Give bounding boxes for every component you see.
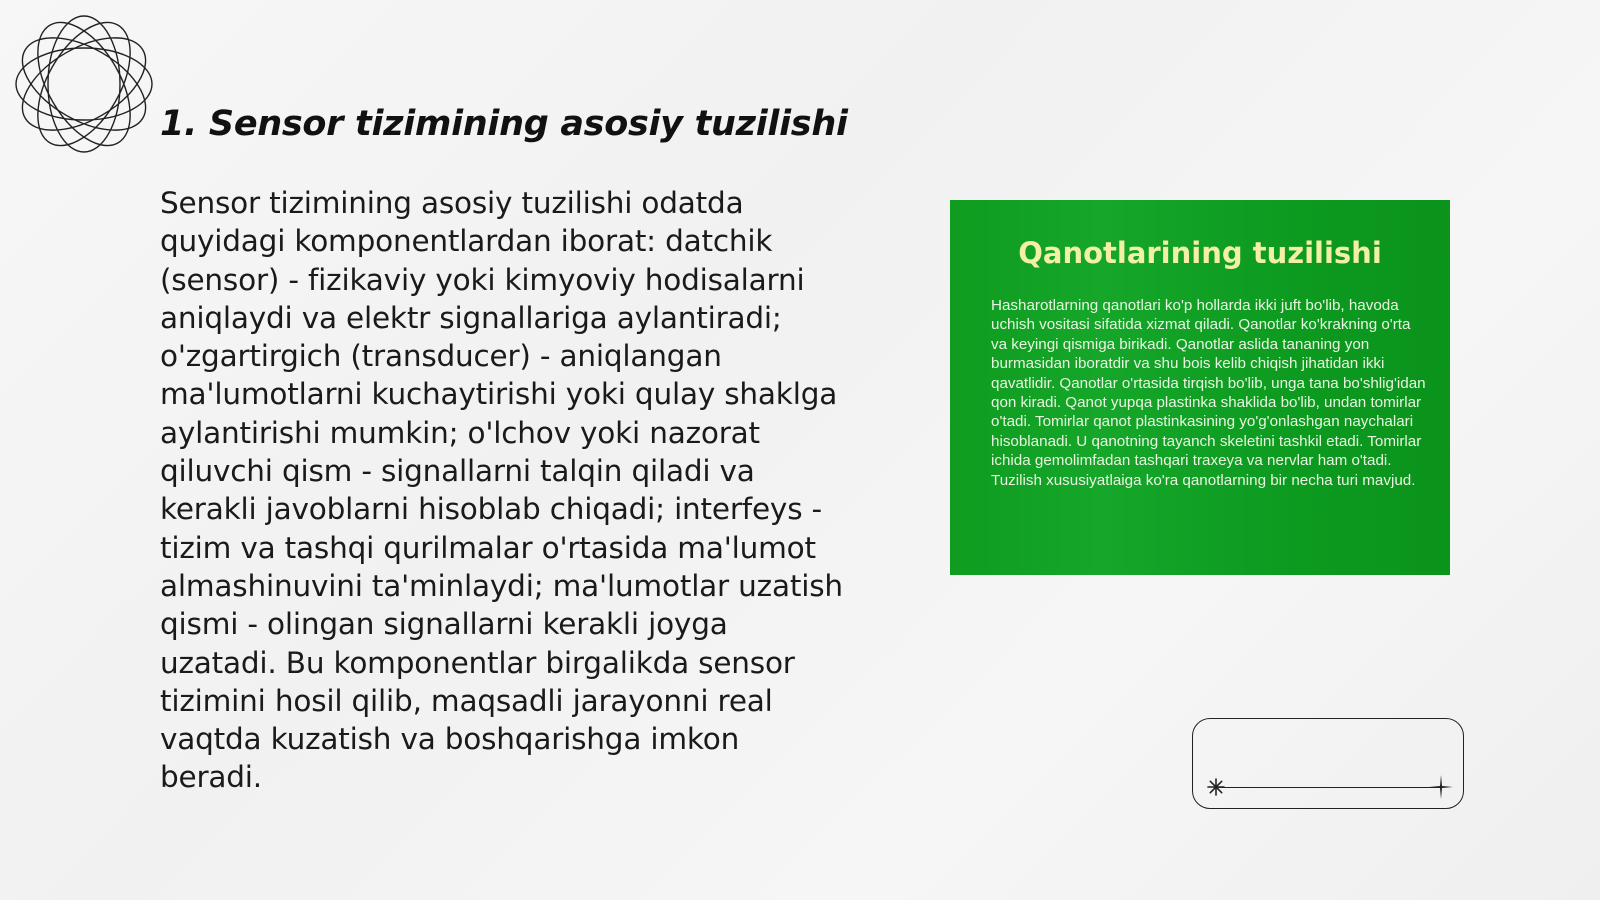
decorative-line bbox=[1218, 787, 1440, 788]
sparkle-icon bbox=[1206, 777, 1226, 797]
image-card bbox=[950, 200, 1450, 575]
image-card-title: Qanotlarining tuzilishi bbox=[1018, 236, 1382, 270]
decorative-frame bbox=[1192, 718, 1464, 809]
slide-body-text: Sensor tizimining asosiy tuzilishi odatda quyidagi komponentlardan iborat: datchik (sensor) - fizikaviy yoki kimyoviy hodisalarni aniqlaydi va elektr signallariga aylantiradi; o'zgartirgich (transducer) - aniqlangan ma'lumotlarni kuchaytirishi yoki qulay shaklga aylantirishi mumkin; o'lchov yoki nazorat qiluvchi qism - signallarni talqin qiladi va kerakli javoblarni hisoblab chiqadi; interfeys - tizim va tashqi qurilmalar o'rtasida ma'lumot almashinuvini ta'minlaydi; ma'lumotlar uzatish qismi - olingan signallarni kerakli joyga uzatadi. Bu komponentlar birgalikda sensor tizimini hosil qilib, maqsadli jarayonni real vaqtda kuzatish va boshqarishga imkon beradi. bbox=[160, 186, 843, 795]
slide-title: 1. Sensor tizimining asosiy tuzilishi bbox=[160, 104, 848, 144]
spirograph-icon bbox=[10, 10, 158, 158]
cross-star-icon bbox=[1428, 774, 1454, 800]
image-card-text: Hasharotlarning qanotlari ko'p hollarda ikki juft bo'lib, havoda uchish vositasi sifatida xizmat qiladi. Qanotlar ko'krakning o'rta va keyingi qismiga birikadi. Qanotlar aslida tananing yon burmasidan iboratdir va shu bois kelib chiqish jihatidan ikki qavatlidir. Qanotlar o'rtasida tirqish bo'lib, unga tana bo'shlig'idan qon kiradi. Qanot yupqa plastinka shaklida bo'lib, undan tomirlar o'tadi. Tomirlar qanot plastinkasining yo'g'onlashgan naychalari hisoblanadi. U qanotning tayanch skeletini tashkil etadi. Tomirlar ichida gemolimfadan tashqari traxeya va nervlar ham o'tadi. Tuzilish xususiyatlaiga ko'ra qanotlarning bir necha turi mavjud. bbox=[991, 297, 1426, 489]
